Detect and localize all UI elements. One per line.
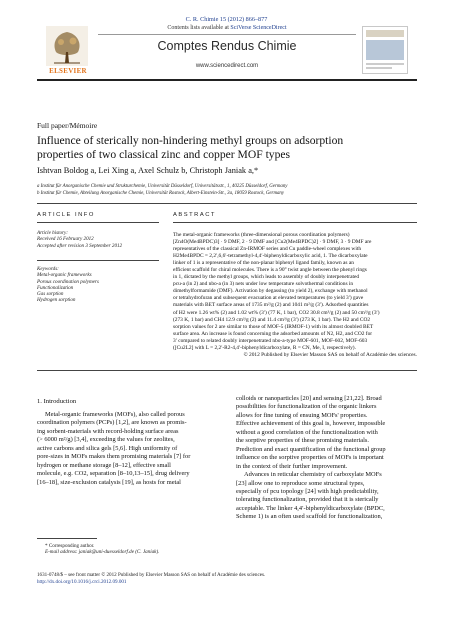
body-line: hydrogen or methane storage [8–12], effective small [37, 461, 171, 469]
author-list: Ishtvan Boldog a, Lei Xing a, Axel Schulz b, Christoph Janiak a,* [37, 166, 259, 175]
abstract-line: materials with BET surface areas of 1735 m²/g (2) and 1041 m²/g (3′). Adsorbed quantities [173, 302, 369, 309]
article-section-label: Full paper/Mémoire [37, 121, 98, 130]
keywords-label: Keywords: [37, 266, 59, 272]
body-line: allows for fine tuning of ensuing MOFs' properties. [236, 411, 368, 419]
sciencedirect-link[interactable]: SciVerse ScienceDirect [230, 25, 287, 31]
keyword: Gas sorption [37, 291, 64, 298]
abstract-line: dimethylformamide (DMF). Activation by degassing (to yield 2), exchange with methanol [173, 288, 368, 295]
abstract-line: representatives of the classical Zn-IRMOF series and Cu paddle-wheel complexes with [173, 246, 362, 253]
abstract-line: © 2012 Published by Elsevier Masson SAS on behalf of Académie des sciences. [243, 351, 417, 358]
introduction-left-column [37, 411, 217, 487]
footnote [37, 543, 217, 556]
keywords-rule [37, 260, 159, 261]
body-line: pore-sizes in MOFs makes them promising materials [7] for [37, 453, 191, 461]
affiliation-rule [37, 203, 417, 204]
body-line: Scheme 1) is an often used scaffold for functionalization, [236, 513, 383, 521]
keywords-block [37, 266, 159, 304]
body-line: possibilities for functionalization of the organic linkers [236, 403, 377, 411]
body-line: without a good correlation of the functionalization with [236, 428, 378, 436]
keyword: Metal-organic frameworks [37, 272, 92, 279]
keyword: Hydrogen sorption [37, 297, 76, 304]
abstract-line: of H2 were 1.26 wt% (2) and 1.02 wt% (3′) (77 K, 1 bar), CO2 30.8 cm³/g (2) and 50 cm³/g (3′) [173, 309, 380, 316]
body-line: acceptable. The linker 4,4′-biphenyldicarboxylate (BPDC, [236, 504, 385, 512]
body-line: Effective achievement of this goal is, however, impossible [236, 420, 386, 428]
body-line: molecule, e.g. CO2, separation [8–10,13–15], drug delivery [37, 470, 190, 478]
header-rule [37, 79, 417, 81]
abstract-line: sorption values for 2 are similar to those of MOF-5 (IRMOF-1) with its almost doubled BET [173, 323, 374, 330]
accepted-date: Accepted after revision 3 September 2012 [37, 242, 123, 249]
affiliation-b: b Institut für Chemie, Abteilung Anorganische Chemie, Universität Rostock, Albert-Einstein-Str., 3a, 18059 Rostock, Germany [37, 191, 285, 196]
introduction-heading: 1. Introduction [37, 398, 77, 405]
header-divider [98, 34, 356, 35]
abstract-text [173, 232, 417, 359]
abstract-line: or tetrahydrofuran and subsequent evacuation at elevated temperatures (to yield 3′) gave [173, 295, 364, 302]
journal-cover-thumbnail-icon [362, 26, 408, 74]
journal-homepage-link[interactable]: www.sciencedirect.com [195, 63, 259, 69]
body-line: [16–18], size-exclusion catalysis [19], as hosts for metal [37, 478, 181, 486]
received-date: Received 16 February 2012 [37, 236, 94, 243]
affiliation-a: a Institut für Anorganische Chemie und Strukturchemie, Universität Düsseldorf, Universitätsstr., 1, 40225 Düsseldorf, Germany [37, 184, 288, 189]
abstract-line: surface area. An increase is found concerning the adsorbed amounts of N2, H2, and CO2 for [173, 330, 373, 337]
abstract-line: (273 K, 1 bar) and CH4 12.9 cm³/g (2) and 11.4 cm³/g (3′) (273 K, 1 bar). The H2 and CO2 [173, 316, 371, 323]
body-line: the sorptive properties of these promising materials. [236, 437, 369, 445]
article-history [37, 230, 159, 249]
history-label: Article history: [37, 230, 68, 236]
abstract-line: The metal-organic frameworks (three-dimensional porous coordination polymers) [173, 232, 350, 238]
abstract-line: linker of 1 is a representative of the non-planar biphenyl ligand family, known as an [173, 260, 354, 267]
body-line: Prediction and exact quantification of the functional group [236, 445, 386, 453]
abstract-line: 3′ compared to related doubly interpenetrated nbo-a-type MOF-601, MOF-602, MOF-603 [173, 337, 368, 344]
doi-link[interactable]: http://dx.doi.org/10.1016/j.crci.2012.09.001 [37, 579, 127, 585]
body-line: (> 6000 m²/g) [3,4], exceeding the values for zeolites, [37, 436, 175, 444]
body-line: Metal-organic frameworks (MOFs), also called porous [45, 411, 185, 418]
journal-title: Comptes Rendus Chimie [157, 39, 297, 53]
abstract-rule [173, 222, 417, 223]
body-line: in the context of their further improvement. [236, 462, 348, 470]
body-line: influence on the sorptive properties of MOFs is important [236, 454, 384, 462]
body-line: active carbons and silica gels [5,6]. High uniformity of [37, 444, 178, 452]
abstract-line: efficient scaffold for chiral molecules. There is a 90° twist angle between the phenyl rings [173, 267, 367, 274]
journal-citation: C. R. Chimie 15 (2012) 866–877 [185, 16, 268, 23]
article-info-heading: ARTICLE INFO [37, 212, 95, 218]
body-line: Advances in reticular chemistry of carboxylate MOFs [244, 471, 382, 479]
body-line: [23] allow one to reproduce some structural types, [236, 479, 365, 487]
elsevier-logo-text: ELSEVIER [49, 67, 87, 75]
copyright-line: 1631-0748/$ – see front matter © 2012 Published by Elsevier Masson SAS on behalf of Académie des sciences. [37, 572, 266, 578]
body-line: colloids or nanoparticles [20] and sensing [21,22]. Broad [236, 395, 382, 402]
abstract-line: ([Cu2L2] with L = 2,2′-R2-4,4′-biphenyldicarboxylate, R = CN, Me, I, respectively). [173, 344, 356, 351]
contents-prefix: Contents lists available at [167, 25, 231, 31]
body-line: tolerating functionalization, provided that it is sterically [236, 496, 379, 504]
body-line: ing sorbent-materials with record-holding surface areas [37, 427, 179, 435]
elsevier-tree-logo-icon [46, 26, 88, 66]
body-line: especially of pcu topology [24] with high predictability, [236, 487, 379, 495]
abstract-line: in 1, dictated by the methyl groups, which leads to assembly of doubly interpenetrated [173, 274, 360, 281]
info-rule [37, 222, 159, 223]
abstract-line: pcu-a (in 2) and nbo-a (in 3) nets under low temperature solvothermal conditions in [173, 281, 354, 288]
abstract-bottom-rule [37, 370, 417, 371]
abstract-line: H2Me4BPDC = 2,2′,6,6′-tetramethyl-4,4′-biphenyldicarboxylic acid, 1. The dicarboxylate [173, 253, 368, 260]
body-line: coordination polymers (PCPs) [1,2], are known as promis- [37, 419, 187, 427]
keyword: Functionalization [37, 284, 74, 291]
article-title [37, 134, 417, 162]
article-title-line: properties of two classical zinc and copper MOF types [37, 148, 291, 161]
contents-availability [98, 25, 356, 31]
corresponding-author-note: * Corresponding author. [45, 543, 95, 549]
abstract-line: [Zn4O(Me4BPDC)3] · 9 DMF, 2 · 9 DMF and [Cu2(Me4BPDC)2] · 9 DMF, 3 · 9 DMF are [173, 239, 372, 246]
abstract-heading: ABSTRACT [173, 212, 216, 218]
author-email[interactable]: E-mail address: janiak@uni-duesseldorf.de (C. Janiak). [45, 549, 160, 556]
introduction-right-column [236, 395, 417, 522]
footnote-rule [37, 538, 97, 539]
keyword: Porous coordination polymers [37, 278, 99, 285]
article-title-line: Influence of sterically non-hindering methyl groups on adsorption [37, 134, 344, 147]
